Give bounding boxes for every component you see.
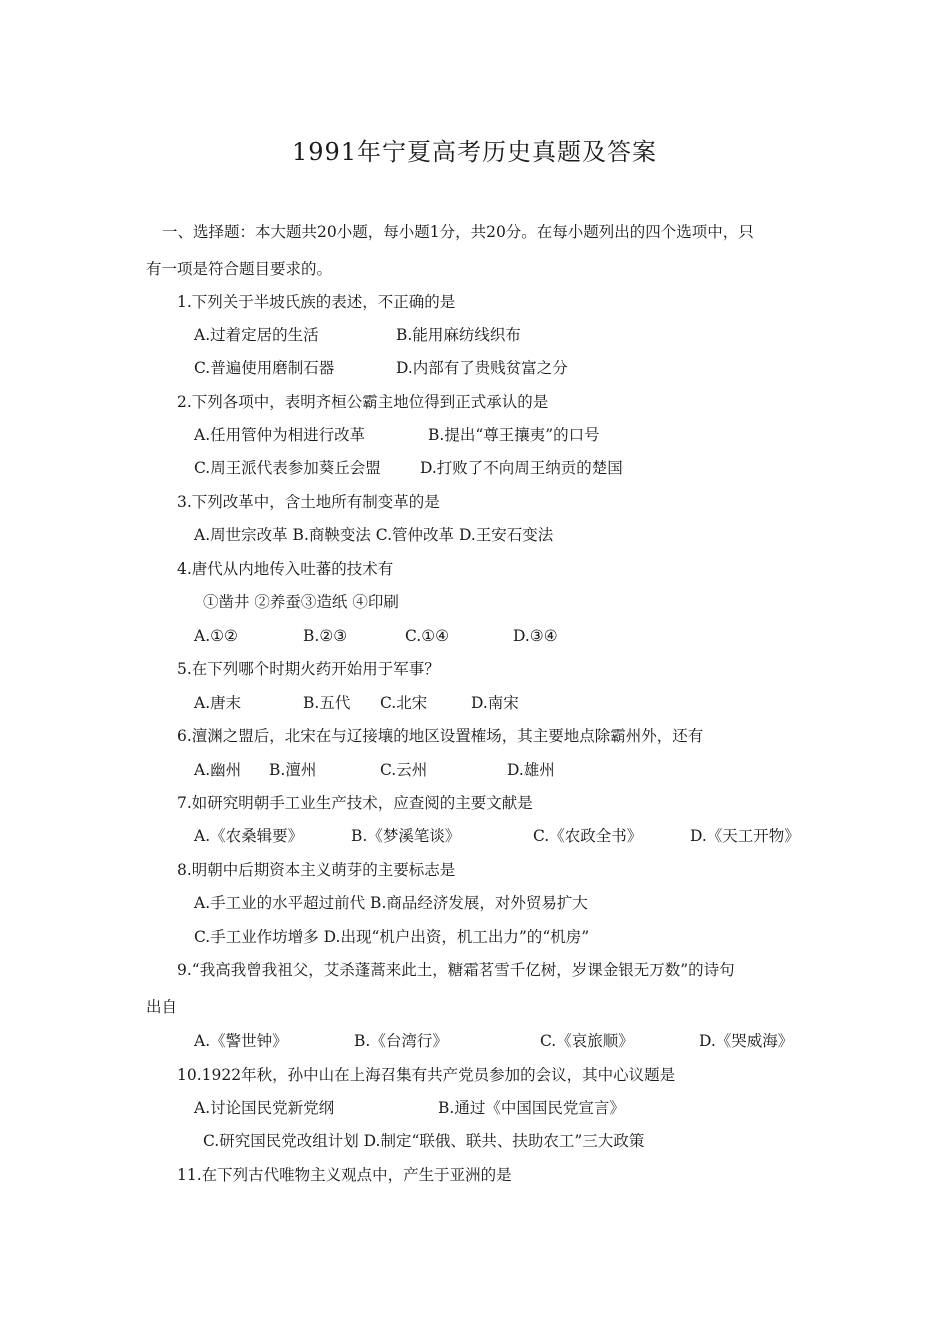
question-10-option-a: A.讨论国民党新党纲 — [194, 1099, 335, 1117]
question-10-stem: 10.1922年秋，孙中山在上海召集有共产党员参加的会议，其中心议题是 — [177, 1066, 676, 1084]
question-3-stem: 3.下列改革中，含土地所有制变革的是 — [177, 493, 440, 511]
question-2-option-d: D.打败了不向周王纳贡的楚国 — [420, 459, 623, 477]
question-4-option-d: D.③④ — [513, 627, 558, 645]
question-2-stem: 2.下列各项中，表明齐桓公霸主地位得到正式承认的是 — [177, 393, 549, 411]
question-6-option-c: C.云州 — [380, 761, 428, 779]
question-1-option-a: A.过着定居的生活 — [194, 326, 319, 344]
question-9-option-b: B.《台湾行》 — [354, 1032, 448, 1050]
question-6-stem: 6.澶渊之盟后，北宋在与辽接壤的地区设置榷场，其主要地点除霸州外，还有 — [177, 727, 704, 745]
question-7-option-a: A.《农桑辑要》 — [194, 827, 304, 845]
question-7-stem: 7.如研究明朝手工业生产技术，应查阅的主要文献是 — [177, 794, 533, 812]
question-4-stem: 4.唐代从内地传入吐蕃的技术有 — [177, 560, 394, 578]
question-2-option-c: C.周王派代表参加葵丘会盟 — [194, 459, 381, 477]
question-9-option-d: D.《哭威海》 — [699, 1032, 794, 1050]
question-5-option-d: D.南宋 — [471, 694, 519, 712]
document-title: 1991年宁夏高考历史真题及答案 — [291, 138, 658, 166]
question-5-option-a: A.唐末 — [194, 694, 242, 712]
question-5-stem: 5.在下列哪个时期火药开始用于军事？ — [177, 660, 440, 678]
question-8-stem: 8.明朝中后期资本主义萌芽的主要标志是 — [177, 861, 456, 879]
question-6-option-b: B.澶州 — [269, 761, 317, 779]
question-1-option-d: D.内部有了贵贱贫富之分 — [396, 359, 568, 377]
question-10-option-b: B.通过《中国国民党宣言》 — [438, 1099, 625, 1117]
question-5-option-c: C.北宋 — [380, 694, 428, 712]
question-10-options-cd: C.研究国民党改组计划 D.制定“联俄、联共、扶助农工”三大政策 — [203, 1132, 645, 1150]
question-4-option-c: C.①④ — [405, 627, 450, 645]
question-1-option-b: B.能用麻纺线织布 — [396, 326, 521, 344]
question-9-option-a: A.《警世钟》 — [194, 1032, 288, 1050]
question-9-stem: 9.“我高我曾我祖父，艾杀蓬蒿来此土，糖霜茗雪千亿树，岁课金银无万数”的诗句 — [177, 961, 735, 979]
question-11-stem: 11.在下列古代唯物主义观点中，产生于亚洲的是 — [177, 1166, 512, 1184]
section-heading-line-2: 有一项是符合题目要求的。 — [146, 260, 333, 278]
question-8-options-cd: C.手工业作坊增多 D.出现“机户出资，机工出力”的“机房” — [194, 928, 590, 946]
question-6-option-d: D.雄州 — [507, 761, 555, 779]
question-2-option-b: B.提出“尊王攘夷”的口号 — [428, 426, 600, 444]
question-8-options-ab: A.手工业的水平超过前代 B.商品经济发展，对外贸易扩大 — [194, 894, 588, 912]
question-5-option-b: B.五代 — [303, 694, 351, 712]
question-4-option-a: A.①② — [194, 627, 238, 645]
question-4-items: ①凿井 ②养蚕③造纸 ④印刷 — [203, 593, 399, 611]
question-6-option-a: A.幽州 — [194, 761, 242, 779]
section-heading-line-1: 一、选择题：本大题共20小题，每小题1分，共20分。在每小题列出的四个选项中，只 — [162, 223, 754, 241]
question-9-stem-continued: 出自 — [146, 998, 178, 1016]
question-2-option-a: A.任用管仲为相进行改革 — [194, 426, 366, 444]
question-7-option-b: B.《梦溪笔谈》 — [351, 827, 461, 845]
question-4-option-b: B.②③ — [303, 627, 348, 645]
question-9-option-c: C.《哀旅顺》 — [540, 1032, 634, 1050]
question-1-option-c: C.普遍使用磨制石器 — [194, 359, 335, 377]
question-1-stem: 1.下列关于半坡氏族的表述，不正确的是 — [177, 293, 456, 311]
question-7-option-d: D.《天工开物》 — [690, 827, 800, 845]
question-7-option-c: C.《农政全书》 — [533, 827, 643, 845]
question-3-options: A.周世宗改革 B.商鞅变法 C.管仲改革 D.王安石变法 — [194, 526, 554, 544]
